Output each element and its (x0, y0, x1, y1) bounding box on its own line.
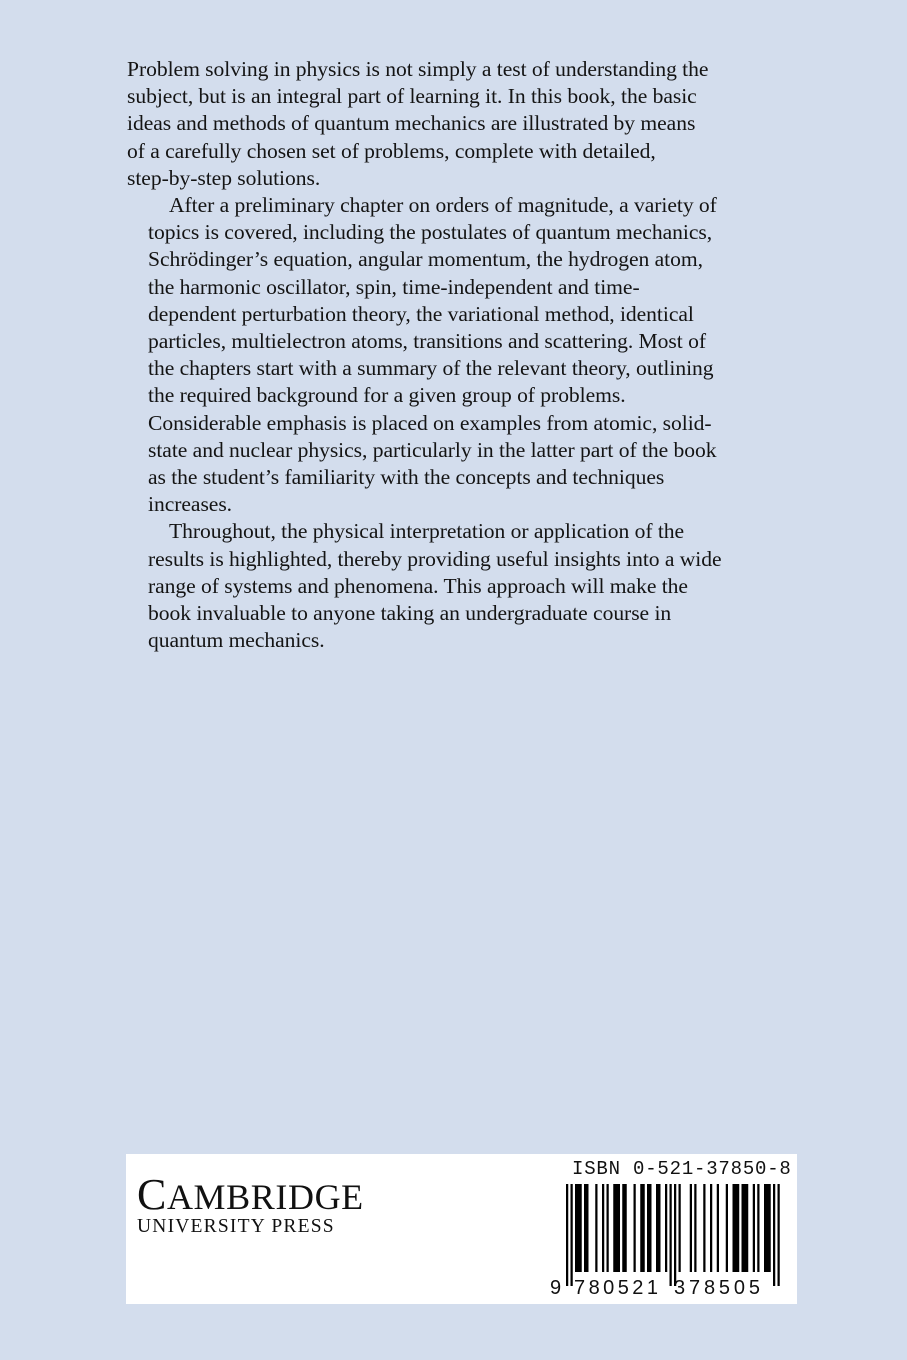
publisher-name-rest: AMBRIDGE (166, 1177, 364, 1217)
barcode-bar (607, 1184, 609, 1272)
blurb-line: the harmonic oscillator, spin, time-independent and time- (148, 274, 640, 299)
blurb-paragraph-3 (127, 518, 739, 654)
barcode-bar (703, 1184, 705, 1272)
barcode-digits-left: 780521 (574, 1277, 658, 1298)
barcode-digits-right: 378505 (674, 1277, 760, 1298)
blurb-line: quantum mechanics. (148, 628, 325, 653)
barcode-bar (679, 1184, 681, 1272)
barcode-bar (753, 1184, 755, 1272)
blurb-line: increases. (148, 492, 233, 517)
barcode-digit-lead: 9 (550, 1277, 562, 1298)
publisher-name (137, 1170, 364, 1219)
barcode-bar (575, 1184, 582, 1272)
publisher-subtitle: UNIVERSITY PRESS (137, 1216, 335, 1237)
barcode-guard-bar (773, 1184, 775, 1286)
blurb-line: results is highlighted, thereby providing useful insights into a wide (148, 546, 722, 571)
barcode-bar (733, 1184, 740, 1272)
barcode-bar (717, 1184, 719, 1272)
barcode-bar (694, 1184, 696, 1272)
barcode-guard-bar (670, 1184, 672, 1286)
publisher-isbn-panel (126, 1154, 797, 1304)
barcode-bar (602, 1184, 604, 1272)
publisher-name-initial: C (137, 1170, 167, 1219)
blurb-line: Throughout, the physical interpretation or application of the (169, 519, 685, 544)
blurb-line: of a carefully chosen set of problems, complete with detailed, (127, 138, 656, 163)
barcode-bar (640, 1184, 645, 1272)
blurb-line: particles, multielectron atoms, transitions and scattering. Most of (148, 329, 706, 354)
blurb-line: step-by-step solutions. (127, 165, 321, 190)
blurb-text (127, 56, 739, 654)
barcode-guard-bar (566, 1184, 568, 1286)
isbn-label: ISBN 0-521-37850-8 (572, 1158, 792, 1180)
blurb-line: Considerable emphasis is placed on examples from atomic, solid- (148, 410, 712, 435)
blurb-line: dependent perturbation theory, the variational method, identical (148, 301, 694, 326)
barcode-bar (726, 1184, 728, 1272)
blurb-line: After a preliminary chapter on orders of magnitude, a variety of (169, 193, 717, 218)
barcode-guard-bar (778, 1184, 780, 1286)
barcode-bar (690, 1184, 692, 1272)
barcode-guard-bar (674, 1184, 676, 1286)
barcode-bar (710, 1184, 712, 1272)
blurb-line: state and nuclear physics, particularly in the latter part of the book (148, 437, 717, 462)
blurb-line: as the student’s familiarity with the concepts and techniques (148, 465, 665, 490)
barcode-bar (613, 1184, 620, 1272)
blurb-paragraph-1 (127, 56, 739, 192)
blurb-line: book invaluable to anyone taking an undergraduate course in (148, 601, 672, 626)
barcode-bar (764, 1184, 771, 1272)
blurb-line: ideas and methods of quantum mechanics are illustrated by means (127, 111, 696, 136)
barcode-bar (622, 1184, 627, 1272)
barcode-guard-bar (571, 1184, 573, 1286)
barcode-bar (757, 1184, 759, 1272)
blurb-line: topics is covered, including the postulates of quantum mechanics, (148, 220, 713, 245)
barcode-bar (742, 1184, 749, 1272)
barcode-bar (595, 1184, 597, 1272)
barcode-bar (584, 1184, 589, 1272)
blurb-paragraph-2 (127, 192, 739, 518)
barcode-bars (566, 1184, 780, 1286)
isbn-barcode (550, 1184, 792, 1298)
blurb-line: the chapters start with a summary of the relevant theory, outlining (148, 356, 714, 381)
blurb-line: Schrödinger’s equation, angular momentum, the hydrogen atom, (148, 247, 703, 272)
publisher-logo (137, 1170, 364, 1238)
barcode-bar (665, 1184, 667, 1272)
barcode-bar (634, 1184, 636, 1272)
blurb-line: Problem solving in physics is not simply a test of understanding the (127, 57, 709, 81)
blurb-line: range of systems and phenomena. This approach will make the (148, 573, 688, 598)
blurb-line: the required background for a given group of problems. (148, 383, 626, 408)
blurb-line: subject, but is an integral part of learning it. In this book, the basic (127, 84, 697, 109)
barcode-bar (647, 1184, 652, 1272)
barcode-bar (656, 1184, 661, 1272)
